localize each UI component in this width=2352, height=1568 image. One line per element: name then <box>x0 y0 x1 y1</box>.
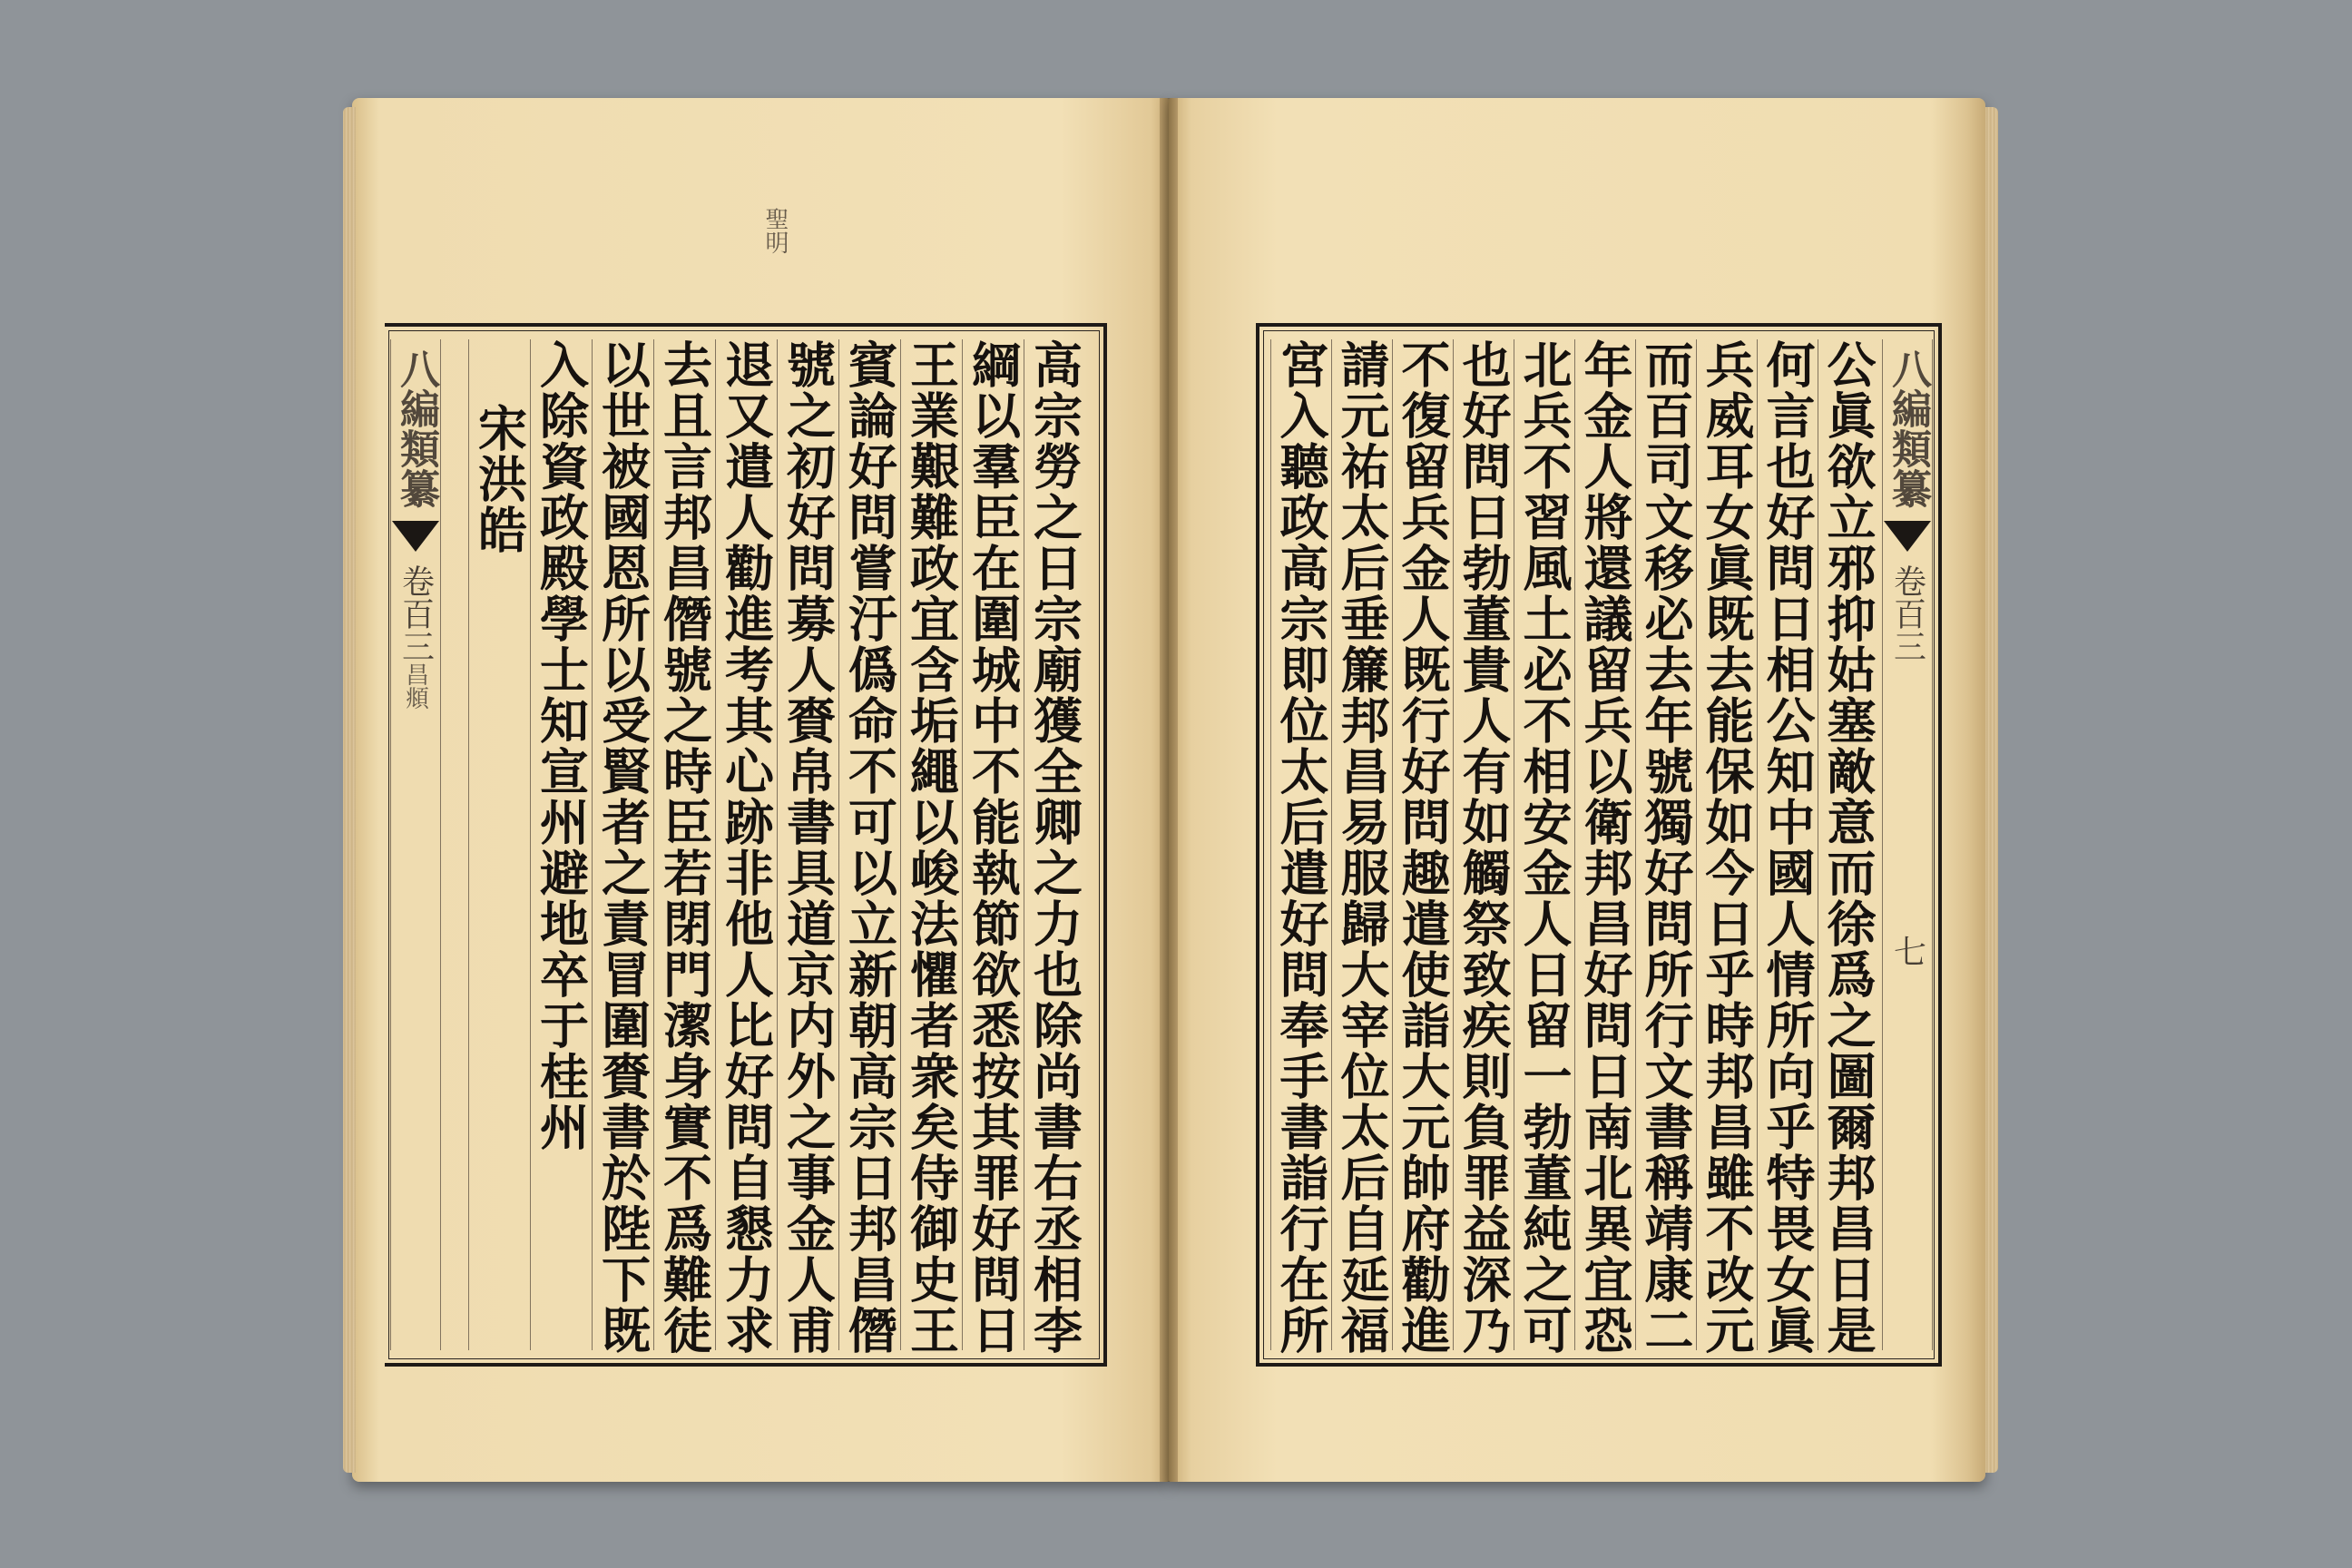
text-column: 綱以羣臣在圍城中不能執節欲悉按其罪好問日 <box>962 339 1024 1350</box>
text-column: 北兵不習風土必不相安金人日留一勃董純之可 <box>1515 339 1573 1356</box>
banxin-title: 八編類纂 <box>393 348 439 508</box>
text-column: 不復留兵金人既行好問趣遣使詣大元帥府勸進 <box>1394 339 1452 1356</box>
text-column: 也好問日勃董貴人有如觸祭致疾則負罪益深乃 <box>1455 339 1513 1356</box>
right-text-frame <box>1256 323 1942 1367</box>
text-column: 請元祐太后垂簾邦昌易服歸大宰位太后自延福 <box>1333 339 1391 1356</box>
right-text-columns <box>1272 339 1878 1356</box>
fish-tail-mark <box>392 521 439 552</box>
text-column: 宮入聽政高宗即位太后遣好問奉手書詣行在所 <box>1272 339 1330 1356</box>
page-edges-left <box>343 107 356 1473</box>
text-column: 兵威耳女眞既去能保如今日乎時邦昌雖不改元 <box>1698 339 1756 1356</box>
text-column: 公眞欲立邪抑姑塞敵意而徐爲之圖爾邦昌日是 <box>1819 339 1877 1356</box>
text-column: 以世被國恩所以受賢者之責冒圍賚書於陛下既 <box>592 339 653 1350</box>
right-banxin <box>1882 339 1933 1350</box>
text-column: 王業艱難政宜含垢繩以峻法懼者衆矣侍御史王 <box>900 339 962 1350</box>
banxin-label: 昌頫 <box>401 662 429 710</box>
text-column: 年金人將還議留兵以衛邦昌好問日南北異宜恐 <box>1576 339 1634 1356</box>
text-column: 入除資政殿學士知宣州避地卒于桂州 <box>530 339 592 1350</box>
text-column: 賓論好問嘗汙僞命不可以立新朝高宗日邦昌僭 <box>838 339 900 1350</box>
book-gutter <box>1160 98 1178 1482</box>
marginalia-note: 聖明 <box>761 207 789 254</box>
banxin-leaf-number: 七 <box>1888 935 1926 967</box>
text-column: 去且言邦昌僭號之時臣若閉門潔身實不爲難徒 <box>653 339 715 1350</box>
left-page <box>352 98 1169 1482</box>
left-text-frame <box>385 323 1107 1367</box>
banxin-volume: 卷百三 <box>397 564 435 662</box>
text-column: 高宗勞之日宗廟獲全卿之力也除尚書右丞相李 <box>1024 339 1085 1350</box>
right-page <box>1169 98 1985 1482</box>
open-book <box>352 98 1985 1482</box>
banxin-title: 八編類纂 <box>1885 348 1931 508</box>
text-column: 退又遣人勸進考其心跡非他人比好問自懇力求 <box>715 339 777 1350</box>
left-banxin <box>390 339 441 1350</box>
text-column: 何言也好問日相公知中國人情所向乎特畏女眞 <box>1759 339 1817 1356</box>
section-heading-column: 宋洪皓 <box>468 339 530 1350</box>
text-column: 號之初好問募人賚帛書具道京内外之事金人甫 <box>777 339 838 1350</box>
left-text-columns <box>445 339 1085 1356</box>
page-edges-right <box>1985 107 1998 1473</box>
banxin-volume: 卷百三 <box>1888 564 1926 662</box>
text-column: 而百司文移必去年號獨好問所行文書稱靖康二 <box>1637 339 1695 1356</box>
fish-tail-mark <box>1884 521 1931 552</box>
